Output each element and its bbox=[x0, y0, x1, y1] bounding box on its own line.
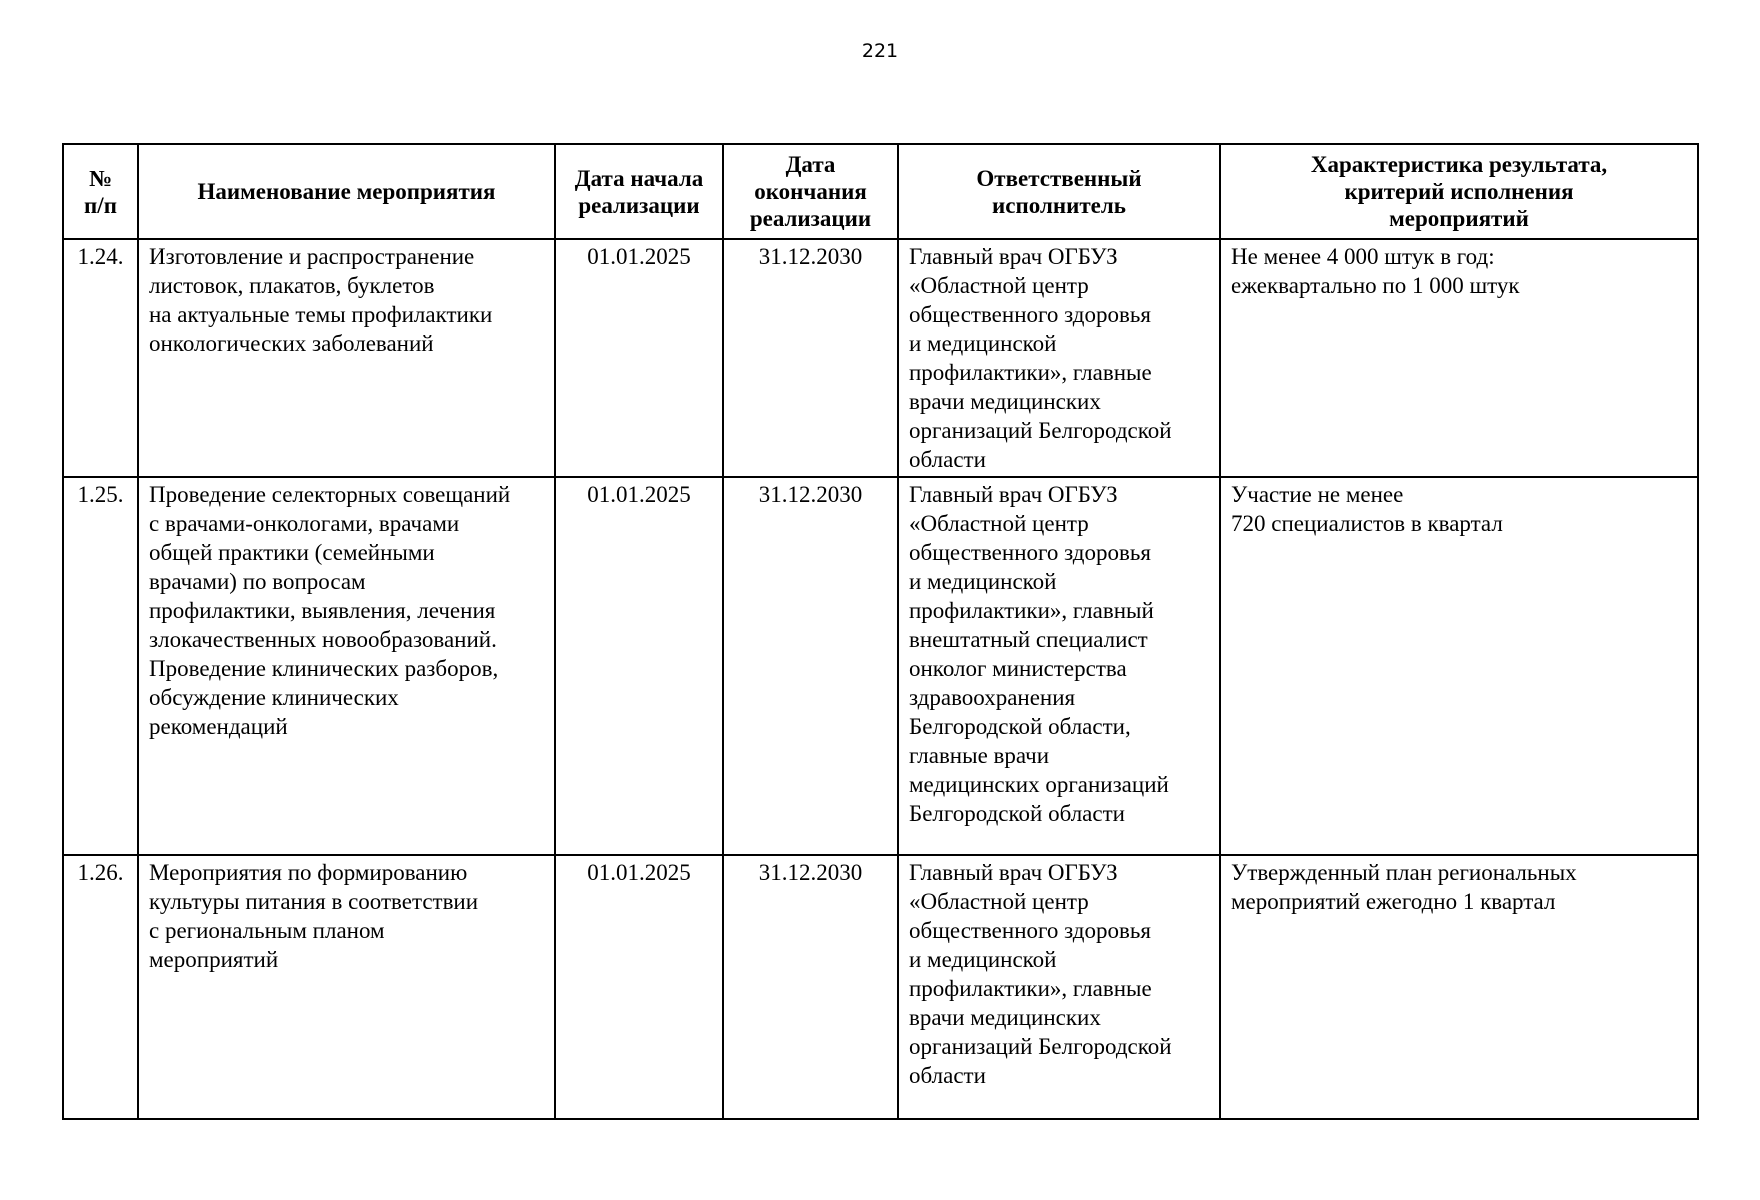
end-date: 31.12.2030 bbox=[723, 239, 898, 477]
end-date: 31.12.2030 bbox=[723, 477, 898, 855]
header-end-date: Дата окончания реализации bbox=[723, 144, 898, 239]
page-number: 221 bbox=[861, 40, 899, 62]
header-start-date: Дата начала реализации bbox=[555, 144, 723, 239]
row-number: 1.26. bbox=[63, 855, 138, 1119]
start-date: 01.01.2025 bbox=[555, 239, 723, 477]
result-criteria: Участие не менее 720 специалистов в квартал bbox=[1220, 477, 1698, 855]
result-criteria: Не менее 4 000 штук в год: ежеквартально по 1 000 штук bbox=[1220, 239, 1698, 477]
activity-name: Проведение селекторных совещаний с врачами-онкологами, врачами общей практики (семейными врачами) по вопросам профилактики, выявления, лечения злокачественных новообразований. Проведение клинических разборов, обсуждение клинических рекомендаций bbox=[138, 477, 555, 855]
row-number: 1.25. bbox=[63, 477, 138, 855]
header-number: № п/п bbox=[63, 144, 138, 239]
header-activity-name: Наименование мероприятия bbox=[138, 144, 555, 239]
activity-name: Мероприятия по формированию культуры питания в соответствии с региональным планом мероприятий bbox=[138, 855, 555, 1119]
start-date: 01.01.2025 bbox=[555, 855, 723, 1119]
header-executor: Ответственный исполнитель bbox=[898, 144, 1220, 239]
activities-table bbox=[62, 143, 1699, 1120]
table-row bbox=[63, 477, 1698, 855]
row-number: 1.24. bbox=[63, 239, 138, 477]
executor: Главный врач ОГБУЗ «Областной центр общественного здоровья и медицинской профилактики», главные врачи медицинских организаций Белгородской области bbox=[898, 855, 1220, 1119]
start-date: 01.01.2025 bbox=[555, 477, 723, 855]
table-header-row bbox=[63, 144, 1698, 239]
activity-name: Изготовление и распространение листовок, плакатов, буклетов на актуальные темы профилактики онкологических заболеваний bbox=[138, 239, 555, 477]
end-date: 31.12.2030 bbox=[723, 855, 898, 1119]
executor: Главный врач ОГБУЗ «Областной центр общественного здоровья и медицинской профилактики», главный внештатный специалист онколог министерства здравоохранения Белгородской области, главные врачи медицинских организаций Белгородской области bbox=[898, 477, 1220, 855]
header-result: Характеристика результата, критерий исполнения мероприятий bbox=[1220, 144, 1698, 239]
result-criteria: Утвержденный план региональных мероприятий ежегодно 1 квартал bbox=[1220, 855, 1698, 1119]
table-row bbox=[63, 855, 1698, 1119]
table-row bbox=[63, 239, 1698, 477]
executor: Главный врач ОГБУЗ «Областной центр общественного здоровья и медицинской профилактики», главные врачи медицинских организаций Белгородской области bbox=[898, 239, 1220, 477]
